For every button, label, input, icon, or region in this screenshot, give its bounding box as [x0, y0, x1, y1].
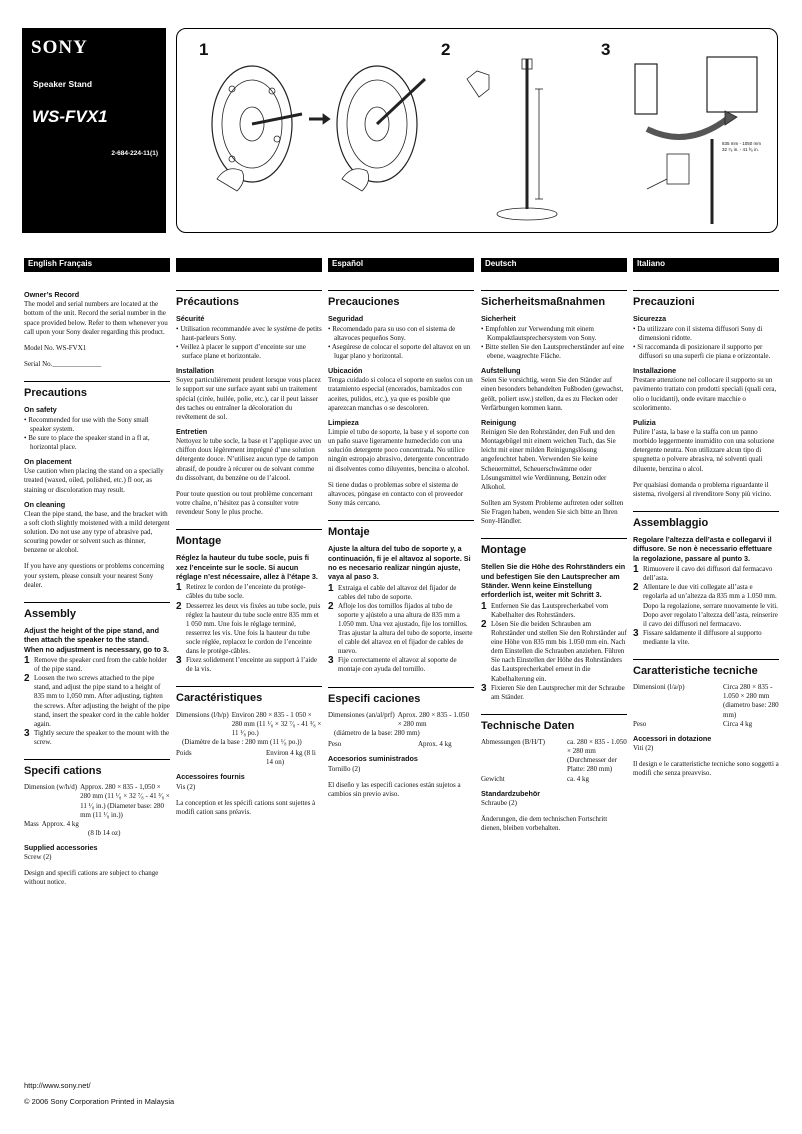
- install-text: Soyez particulièrement prudent lorsque vous placez le support sur une surface ayant subi un traitement spécial (cirée, huilée, polie, etc.), car il peut laisser des taches ou entraîner la décoloration du revêtement de sol.: [176, 376, 321, 421]
- supplied-items: Viti (2): [633, 744, 654, 753]
- step-item: 2 Afloje los dos tornillos fijados al tubo de soporte y ajústelo a una altura de 835 mm a 1.050 mm. Una vez ajustado, fije los tornillos. Tras ajustar la altura del tubo de soporte, inserte el cable del altavoz en el fijador de cables de nuevo.: [328, 600, 473, 656]
- assembly-lead: Réglez la hauteur du tube socle, puis fi xez l’enceinte sur le socle. Si aucun réglage n’est nécessaire, allez à l’étape 3.: [176, 553, 318, 581]
- supplied-items: Schraube (2): [481, 798, 517, 807]
- language-tab-spanish: Español: [328, 258, 474, 272]
- list-item: • Veillez à placer le support d’enceinte sur une surface plane et horizontale.: [176, 342, 306, 360]
- owners-record-title: Owner’s Record: [24, 290, 80, 299]
- design-note: El diseño y las especifi caciones están sujetos a cambios sin previo aviso.: [328, 780, 461, 798]
- safety-list: [328, 325, 474, 361]
- supplied-title: Accessori in dotazione: [633, 733, 712, 743]
- safety-title: Sicherheit: [481, 314, 516, 324]
- safety-title: On safety: [24, 405, 57, 415]
- step-item: 3 Fissare saldamente il diffusore al supporto mediante la vite.: [633, 627, 762, 646]
- assembly-illustration: [176, 28, 778, 233]
- assembly-lead: Regolare l’altezza dell’asta e collegarvi il diffusore. Se non è necessario effettuare la regolazione, passare al punto 3.: [633, 535, 772, 563]
- step-item: 2 Lösen Sie die beiden Schrauben am Rohrständer und stellen Sie den Rohrständer auf eine Höhe von 835 mm bis 1.050 mm ein. Nach dem Einstellen die Schrauben anziehen. Führen Sie nach Einstellen der Höhe des Rohrständers das Lautsprecherkabel erneut in die Kabelhalterung ein.: [481, 618, 627, 683]
- step-item: 2 Loosen the two screws attached to the pipe stand, and adjust the pipe stand to a height of 835 mm to 1,050 mm. After adjusting, tighten the screws. After adjusting the height of the pipe stand, insert the speaker cord in the cable holder again.: [24, 673, 170, 728]
- specs-title: Especifi caciones: [328, 692, 421, 705]
- cleaning-text: Limpie el tubo de soporte, la base y el soporte con un paño suave ligeramente humedecido con una solución detergente poco concentrada. No utilice ningún estropajo abrasivo, detergente concentrado ni disolventes como diluyentes, bencina o alcohol.: [328, 428, 470, 473]
- column-french: [176, 258, 322, 819]
- step-item: 3 Tightly secure the speaker to the mount with the screw.: [24, 727, 170, 746]
- list-item: • Be sure to place the speaker stand in a fl at, horizontal place.: [24, 433, 150, 451]
- sony-url-link[interactable]: http://www.sony.net/: [24, 1081, 91, 1090]
- specs-title: Specifi cations: [24, 765, 102, 778]
- install-text: Prestare attenzione nel collocare il supporto su un pavimento trattato con prodotti speciali (quali cera, olio o lucidanti), onde evitare macchie o scolorimento.: [633, 376, 777, 412]
- setup-title: Aufstellung: [481, 366, 521, 376]
- language-tab-italian: Italiano: [633, 258, 779, 272]
- setup-text: Seien Sie vorsichtig, wenn Sie den Ständer auf einen besonders behandelten Fußboden (gewachst, geölt, poliert usw.) stellen, da es zu Flecken oder Verfärbungen kommen kann.: [481, 376, 624, 412]
- spec-dimension-base: (Diamètre de la base : 280 mm (11 ¹⁄₈ po.)): [182, 737, 302, 746]
- step-item: 1 Rimuovere il cavo dei diffusori dal fermacavo dell’asta.: [633, 564, 773, 583]
- step-3-number: 3: [601, 40, 611, 59]
- column-spanish: [328, 258, 474, 801]
- questions-text: Sollten am System Probleme auftreten oder sollten Sie Fragen haben, wenden Sie sich bitte an Ihren Sony-Händler.: [481, 498, 624, 525]
- cleaning-title: Pulizia: [633, 417, 656, 427]
- list-item: • Asegúrese de colocar el soporte del altavoz en un lugar plano y horizontal.: [328, 342, 471, 360]
- column-german: [481, 258, 627, 835]
- list-item: • Bitte stellen Sie den Lautsprecherständer auf eine ebene, waagrechte Fläche.: [481, 342, 624, 360]
- assembly-title: Assembly: [24, 607, 76, 620]
- safety-list: [176, 325, 322, 361]
- spec-dimension: Dimensions (l/h/p) Environ 280 × 835 - 1 050 × 280 mm (11 ¹⁄₈ × 32 ⁷⁄₈ - 41 ³⁄₈ × 11 ¹⁄₈ po.): [176, 710, 322, 737]
- assembly-lead: Stellen Sie die Höhe des Rohrständers ein und befestigen Sie den Lautsprecher am Ständer. Wenn keine Einstellung erforderlich ist, weiter mit Schritt 3.: [481, 562, 626, 600]
- assembly-title: Montage: [481, 544, 527, 557]
- base-disc-2-icon: [337, 66, 425, 191]
- spec-mass: Poids Environ 4 kg (8 li 14 on): [176, 748, 316, 767]
- cleaning-title: On cleaning: [24, 499, 66, 509]
- spec-mass: Gewicht ca. 4 kg: [481, 774, 589, 783]
- language-tab-french: [176, 258, 322, 272]
- sony-logo: SONY: [31, 37, 88, 58]
- assembly-steps: [176, 583, 322, 674]
- assembly-title: Montaje: [328, 525, 370, 538]
- design-note: Änderungen, die dem technischen Fortschritt dienen, bleiben vorbehalten.: [481, 815, 608, 833]
- spec-dimension-base: (diámetro de la base: 280 mm): [334, 729, 420, 738]
- assembly-title: Montage: [176, 534, 222, 547]
- step-item: 2 Allentare le due viti collegate all’asta e regolarla ad un’altezza da 835 mm a 1.050 mm. Dopo la regolazione, serrare nuovamente le viti. Dopo aver regolato l’altezza dell’asta, reinserire il cavo dei diffusori nel fermacavo.: [633, 582, 778, 628]
- step-item: 3 Fixieren Sie den Lautsprecher mit der Schraube am Ständer.: [481, 682, 625, 701]
- install-title: Installazione: [633, 366, 677, 376]
- precautions-title: Précautions: [176, 296, 239, 308]
- precautions-title: Precautions: [24, 386, 87, 399]
- specs-title: Caratteristiche tecniche: [633, 665, 758, 677]
- cleaning-text: Reinigen Sie den Rohrständer, den Fuß und den Montagebügel mit einem weichen Tuch, das Sie leicht mit einer milden Reinigungslösung angefeuchtet haben. Verwenden Sie keine Scheuermittel, Scheuerschwämme oder Lösungsmittel wie Verdünnung, Benzin oder Alkohol.: [481, 428, 616, 491]
- step-item: 1 Retirez le cordon de l’enceinte du protège-câbles du tube socle.: [176, 582, 306, 601]
- supplied-title: Accesorios suministrados: [328, 754, 418, 764]
- list-item: • Utilisation recommandée avec le système de petits haut-parleurs Sony.: [176, 324, 322, 342]
- spec-mass-imperial: (8 lb 14 oz): [88, 828, 121, 837]
- copyright: © 2006 Sony Corporation Printed in Malaysia: [24, 1097, 175, 1107]
- safety-title: Sécurité: [176, 314, 205, 324]
- placement-text: Use caution when placing the stand on a specially treated (waxed, oiled, polished, etc.) fl oor, as staining or discoloration may result.: [24, 467, 164, 494]
- arrow-right-icon: [309, 114, 330, 124]
- maint-title: Entretien: [176, 426, 208, 436]
- maint-text: Nettoyez le tube socle, la base et l’applique avec un chiffon doux légèrement imprégné d’une solution détergente douce. N’utilisez aucun type de tampon abrasif, de poudre à récurer ou de solvant comme du dissolvant, du benzène ou de l’alcool.: [176, 437, 321, 482]
- step-2-number: 2: [441, 40, 451, 59]
- precautions-title: Precauzioni: [633, 296, 695, 308]
- spec-dimension: Abmessungen (B/H/T) ca. 280 × 835 - 1.050 × 280 mm (Durchmesser der Platte: 280 mm): [481, 738, 627, 774]
- safety-list: [633, 325, 779, 361]
- install-title: Installation: [176, 366, 214, 376]
- spec-dimension: Dimensioni (l/a/p) Circa 280 × 835 - 1.050 × 280 mm (diametro base: 280 mm): [633, 683, 779, 719]
- placement-title: On placement: [24, 456, 72, 466]
- supplied-title: Supplied accessories: [24, 842, 98, 852]
- assembly-steps: [328, 584, 474, 675]
- column-italian: [633, 258, 779, 780]
- assembly-steps: [633, 565, 779, 647]
- questions-text: Si tiene dudas o problemas sobre el sistema de altavoces, póngase en contacto con el proveedor Sony más cercano.: [328, 480, 464, 507]
- model-no: Model No. WS-FVX1: [24, 343, 87, 352]
- spec-mass: Mass Approx. 4 kg: [24, 819, 79, 828]
- footer: [24, 1078, 174, 1110]
- spec-dimension: Dimension (w/h/d) Approx. 280 × 835 - 1,050 × 280 mm (11 ¹⁄₈ × 32 ⁷⁄₈ - 41 ³⁄₈ × 11 ¹⁄₈ in.) (Diameter base: 280 mm (11 ¹⁄₈ in.)): [24, 783, 170, 819]
- questions-text: If you have any questions or problems concerning your system, please consult your nearest Sony dealer.: [24, 562, 165, 589]
- assembly-lead: Adjust the height of the pipe stand, and then attach the speaker to the stand. When no adjustment is necessary, go to 3.: [24, 626, 169, 654]
- design-note: Design and specifi cations are subject to change without notice.: [24, 869, 159, 887]
- assembly-drawing-icon: [177, 29, 775, 229]
- spec-mass: Peso Circa 4 kg: [633, 719, 753, 728]
- product-type: Speaker Stand: [33, 79, 93, 89]
- serial-no: Serial No.______________: [24, 359, 102, 368]
- safety-list: [24, 416, 170, 452]
- list-item: • Recommended for use with the Sony small speaker system.: [24, 415, 149, 433]
- list-item: • Empfohlen zur Verwendung mit einem Kompaktlautsprechersystem von Sony.: [481, 324, 597, 342]
- specs-title: Caractéristiques: [176, 692, 263, 705]
- pipe-stand-icon: [467, 59, 557, 220]
- safety-title: Seguridad: [328, 314, 364, 324]
- list-item: • Da utilizzare con il sistema diffusori Sony di dimensioni ridotte.: [633, 324, 763, 342]
- step-item: 3 Fixez solidement l’enceinte au support à l’aide de la vis.: [176, 655, 318, 674]
- cleaning-text: Pulire l’asta, la base e la staffa con un panno morbido leggermente inumidito con una soluzione detergente neutra. Non utilizzare alcun tipo di spugnetta o polvere abrasiva, né solventi quali diluente, benzina o alcol.: [633, 428, 775, 473]
- list-item: • Recomendado para su uso con el sistema de altavoces pequeños Sony.: [328, 324, 456, 342]
- supplied-title: Accessoires fournis: [176, 772, 245, 782]
- supplied-items: Tornillo (2): [328, 764, 361, 773]
- assembly-lead: Ajuste la altura del tubo de soporte y, a continuación, fi je el altavoz al soporte. Si no es necesario realizar ningún ajuste, vaya al paso 3.: [328, 544, 471, 582]
- safety-title: Sicurezza: [633, 314, 667, 324]
- cleaning-title: Limpieza: [328, 417, 359, 427]
- questions-text: Pour toute question ou tout problème concernant votre chaîne, n’hésitez pas à consulter votre revendeur Sony le plus proche.: [176, 489, 313, 516]
- cleaning-text: Clean the pipe stand, the base, and the bracket with a soft cloth slightly moistened with a mild detergent solution. Do not use any type of abrasive pad, scouring powder or solvent such as thinner, benzene or alcohol.: [24, 509, 170, 555]
- supplied-title: Standardzubehör: [481, 788, 541, 798]
- step-item: 1 Entfernen Sie das Lautsprecherkabel vom Kabelhalter des Rohrständers.: [481, 600, 609, 619]
- cleaning-title: Reinigung: [481, 417, 517, 427]
- step-item: 1 Remove the speaker cord from the cable holder of the pipe stand.: [24, 655, 167, 674]
- questions-text: Per qualsiasi domanda o problema riguardante il sistema, rivolgersi al rivenditore Sony più vicino.: [633, 480, 772, 498]
- spec-dimension: Dimensiones (an/al/prf) Aprox. 280 × 835 - 1.050 × 280 mm: [328, 710, 470, 728]
- cover-panel: [22, 28, 166, 233]
- design-note: La conception et les spécifi cations sont sujettes à modifi cation sans préavis.: [176, 798, 316, 816]
- language-tab-english: English Français: [24, 258, 170, 272]
- location-title: Ubicación: [328, 366, 363, 376]
- base-disc-icon: [212, 66, 302, 191]
- height-range-label: 835 mm - 1050 mm 32 ⁷⁄₈ in. - 41 ³⁄₈ in.: [722, 141, 762, 152]
- owners-record-text: The model and serial numbers are located at the bottom of the unit. Record the serial number in the space provided below. Refer to them whenever you call upon your Sony dealer regarding this product.: [24, 300, 168, 336]
- step-item: 3 Fije correctamente el altavoz al soporte de montaje con ayuda del tornillo.: [328, 655, 457, 674]
- specs-title: Technische Daten: [481, 719, 575, 732]
- step-item: 1 Extraiga el cable del altavoz del fijador de cables del tubo de soporte.: [328, 582, 457, 601]
- assembly-steps: [24, 656, 170, 747]
- supplied-items: Vis (2): [176, 782, 196, 791]
- part-number: 2-684-224-11(1): [111, 150, 158, 157]
- spec-mass: Peso Aprox. 4 kg: [328, 740, 452, 749]
- precautions-title: Precauciones: [328, 296, 400, 308]
- list-item: • Si raccomanda di posizionare il supporto per diffusori su una superfi cie piana e orizzontale.: [633, 342, 771, 360]
- language-tab-german: Deutsch: [481, 258, 627, 272]
- model-name: WS-FVX1: [32, 107, 108, 126]
- assembly-steps: [481, 602, 627, 702]
- design-note: Il design e le caratteristiche tecniche sono soggetti a modifi che senza preavviso.: [633, 760, 779, 778]
- assembly-title: Assemblaggio: [633, 516, 709, 529]
- step-1-number: 1: [199, 40, 209, 59]
- supplied-items: Screw (2): [24, 853, 52, 862]
- precautions-title: Sicherheitsmaßnahmen: [481, 296, 606, 308]
- safety-list: [481, 325, 627, 361]
- location-text: Tenga cuidado si coloca el soporte en suelos con un tratamiento especial (encerados, barnizados con aceites, pulidos, etc.), ya que es posible que aparezcan manchas o se descoloren.: [328, 376, 473, 412]
- column-english: [24, 258, 170, 890]
- step-item: 2 Desserrez les deux vis fixées au tube socle, puis réglez la hauteur du tube socle entre 835 mm et 1 050 mm. Une fois le réglage terminé, resserrez les vis. Une fois la hauteur du tube socle réglée, replacez le cordon de l’enceinte dans le protège-câbles.: [176, 600, 321, 655]
